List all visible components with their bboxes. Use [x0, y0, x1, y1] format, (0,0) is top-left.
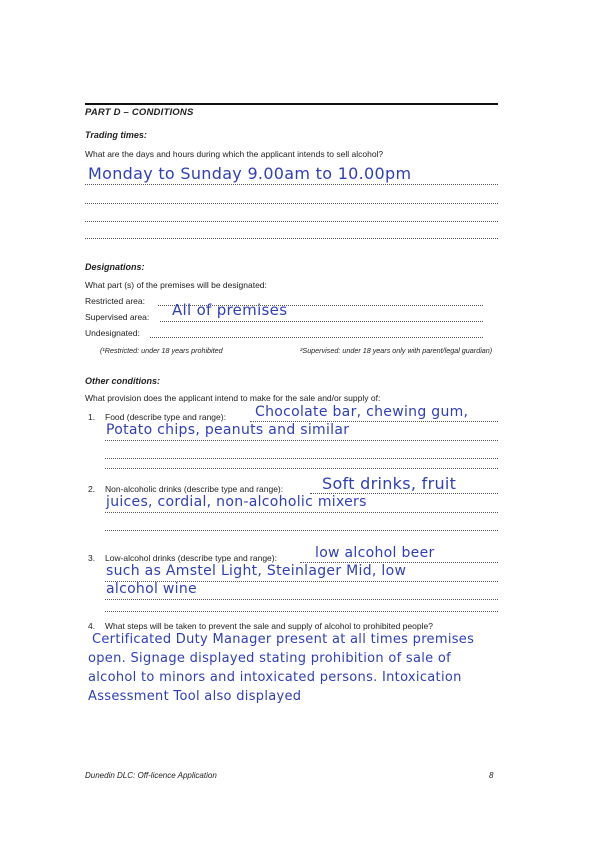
item-3-label: Low-alcohol drinks (describe type and range):	[105, 553, 277, 563]
item-2-answer-2: juices, cordial, non-alcoholic mixers	[106, 494, 367, 510]
trading-answer: Monday to Sunday 9.00am to 10.00pm	[88, 164, 412, 183]
item-1-answer-2: Potato chips, peanuts and similar	[106, 422, 350, 438]
item-4-answer-3: alcohol to minors and intoxicated persons. Intoxication	[88, 670, 462, 685]
trading-line-4	[85, 238, 498, 239]
supervised-answer: All of premises	[172, 301, 288, 319]
item-1-answer-1: Chocolate bar, chewing gum,	[255, 404, 469, 420]
item-2-line-3	[105, 530, 498, 531]
note-restricted: (¹Restricted: under 18 years prohibited	[100, 346, 223, 355]
item-2-label: Non-alcoholic drinks (describe type and range):	[105, 484, 284, 494]
item-3-number: 3.	[88, 553, 96, 563]
undesignated-label: Undesignated:	[85, 328, 140, 338]
undesignated-line	[150, 337, 483, 338]
trading-line-3	[85, 221, 498, 222]
item-3-answer-2: such as Amstel Light, Steinlager Mid, low	[106, 563, 407, 579]
note-supervised: ²Supervised: under 18 years only with parent/legal guardian)	[300, 346, 493, 355]
trading-line-2	[85, 203, 498, 204]
item-1-label: Food (describe type and range):	[105, 412, 226, 422]
footer-title: Dunedin DLC: Off-licence Application	[85, 771, 217, 780]
trading-line-1	[85, 184, 498, 185]
item-3-line-3	[105, 599, 498, 600]
designations-heading: Designations:	[85, 262, 145, 272]
item-4-number: 4.	[88, 621, 96, 631]
item-2-number: 2.	[88, 484, 96, 494]
item-3-line-4	[105, 611, 498, 612]
trading-question: What are the days and hours during which the applicant intends to sell alcohol?	[85, 149, 384, 159]
restricted-label: Restricted area:	[85, 296, 145, 306]
item-3-answer-1: low alcohol beer	[315, 545, 435, 561]
item-1-line-3	[105, 458, 498, 459]
item-2-answer-1: Soft drinks, fruit	[322, 474, 457, 493]
part-title: PART D – CONDITIONS	[85, 107, 194, 118]
item-3-answer-3: alcohol wine	[106, 581, 197, 597]
item-1-number: 1.	[88, 412, 96, 422]
item-2-line-2	[105, 512, 498, 513]
other-heading: Other conditions:	[85, 376, 160, 386]
top-rule	[85, 103, 498, 105]
page-number: 8	[489, 771, 494, 780]
item-4-answer-4: Assessment Tool also displayed	[88, 689, 302, 704]
supervised-line	[160, 321, 483, 322]
item-4-answer-2: open. Signage displayed stating prohibition of sale of	[88, 651, 452, 666]
other-question: What provision does the applicant intend to make for the sale and/or supply of:	[85, 393, 381, 403]
item-1-line-4	[105, 468, 498, 469]
item-4-label: What steps will be taken to prevent the sale and supply of alcohol to prohibited people?	[105, 621, 433, 631]
designations-question: What part (s) of the premises will be designated:	[85, 280, 267, 290]
item-4-answer-1: Certificated Duty Manager present at all times premises	[92, 632, 475, 647]
supervised-label: Supervised area:	[85, 312, 150, 322]
item-1-line-2	[105, 440, 498, 441]
trading-heading: Trading times:	[85, 130, 147, 140]
